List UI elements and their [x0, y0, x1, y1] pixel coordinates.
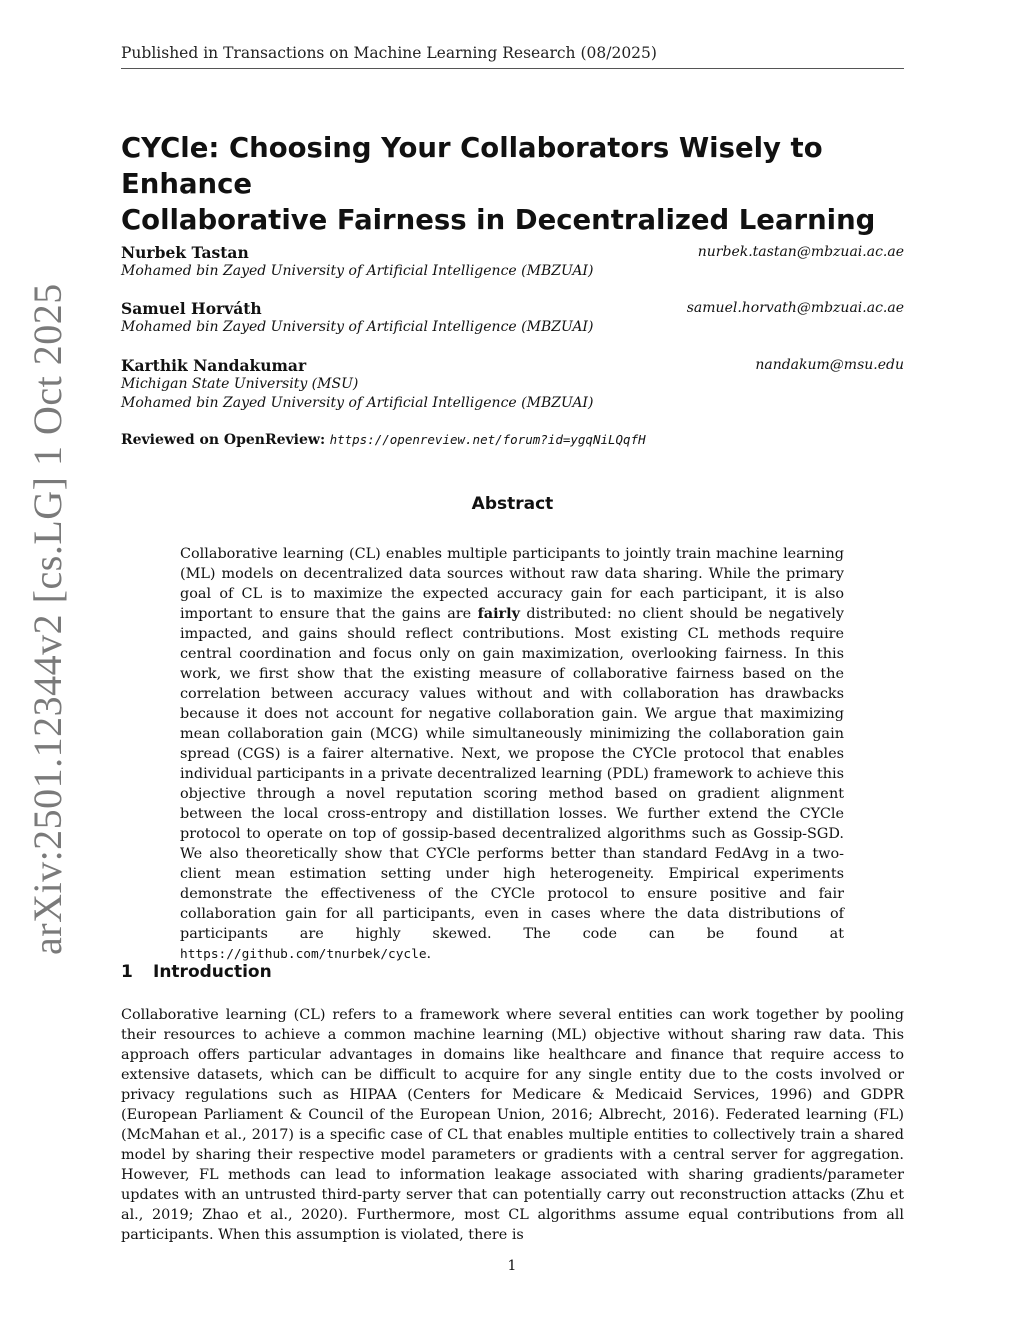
abstract-body: [180, 544, 844, 965]
review-label: Reviewed on OpenReview:: [121, 432, 326, 448]
abstract-text-2: distributed: no client should be negatively impacted, and gains should reflect contributions. Most existing CL methods require central coordination and focus only on gain maximization, overlooking fairness. In this work, we first show that the existing measure of collaborative fairness based on the correlation between accuracy values without and with collaboration has drawbacks because it does not account for negative collaboration gain. We argue that maximizing mean collaboration gain (MCG) while simultaneously minimizing the collaboration gain spread (CGS) is a fairer alternative. Next, we propose the CYCle protocol that enables individual participants in a private decentralized learning (PDL) framework to achieve this objective through a novel reputation scoring method based on gradient alignment between the local cross-entropy and distillation losses. We further extend the CYCle protocol to operate on top of gossip-based decentralized algorithms such as Gossip-SGD. We also theoretically show that CYCle performs better than standard FedAvg in a two-client mean estimation setting under high heterogeneity. Empirical experiments demonstrate the effectiveness of the CYCle protocol to ensure positive and fair collaboration gain for all participants, even in cases where the data distributions of participants are highly skewed. The code can be found at: [180, 606, 844, 942]
author-name: Nurbek Tastan: [121, 243, 249, 262]
author-email[interactable]: nurbek.tastan@mbzuai.ac.ae: [697, 244, 904, 260]
author-affiliation: Mohamed bin Zayed University of Artificial Intelligence (MBZUAI): [121, 395, 594, 411]
abstract-heading: Abstract: [471, 494, 554, 514]
author-1: [121, 243, 904, 281]
author-affiliation: Mohamed bin Zayed University of Artificial Intelligence (MBZUAI): [121, 263, 594, 279]
openreview-line: [121, 430, 646, 450]
arxiv-sidebar-stamp: arXiv:2501.12344v2 [cs.LG] 1 Oct 2025: [25, 283, 70, 955]
code-link[interactable]: https://github.com/tnurbek/cycle: [180, 947, 427, 962]
title-line-1: CYCle: Choosing Your Collaborators Wisely to Enhance: [121, 132, 823, 200]
openreview-link[interactable]: https://openreview.net/forum?id=ygqNiLQqfH: [329, 432, 646, 447]
page-number: 1: [507, 1258, 517, 1274]
abstract-bold-word: fairly: [477, 605, 520, 622]
abstract-end: .: [426, 946, 432, 962]
running-header: Published in Transactions on Machine Learning Research (08/2025): [121, 44, 904, 69]
author-affiliation: Michigan State University (MSU): [121, 376, 359, 392]
author-name: Samuel Horváth: [121, 299, 262, 318]
author-email[interactable]: samuel.horvath@mbzuai.ac.ae: [686, 300, 904, 316]
author-3: [121, 356, 904, 413]
title-line-2: Collaborative Fairness in Decentralized Learning: [121, 204, 876, 236]
abstract-text-1: Collaborative learning (CL) enables multiple participants to jointly train machine learning (ML) models on decentralized data sources without raw data sharing. While the primary goal of CL is to maximize the expected accuracy gain for each participant, it is also important to ensure that the gains are: [180, 546, 844, 622]
author-2: [121, 299, 904, 337]
section-number: 1: [121, 962, 133, 982]
author-affiliation: Mohamed bin Zayed University of Artificial Intelligence (MBZUAI): [121, 319, 594, 335]
paper-title: [121, 130, 904, 238]
author-email[interactable]: nandakum@msu.edu: [755, 357, 904, 373]
section-title-text: Introduction: [153, 962, 272, 982]
introduction-paragraph: Collaborative learning (CL) refers to a framework where several entities can work together by pooling their resources to achieve a common machine learning (ML) objective without sharing raw data. This approach offers particular advantages in domains like healthcare and finance that require access to extensive datasets, which can be difficult to acquire for any single entity due to the costs involved or privacy regulations such as HIPAA (Centers for Medicare & Medicaid Services, 1996) and GDPR (European Parliament & Council of the European Union, 2016; Albrecht, 2016). Federated learning (FL) (McMahan et al., 2017) is a specific case of CL that enables multiple entities to collectively train a shared model by sharing their respective model parameters or gradients with a central server for aggregation. However, FL methods can lead to information leakage associated with sharing gradients/parameter updates with an untrusted third-party server that can potentially carry out reconstruction attacks (Zhu et al., 2019; Zhao et al., 2020). Furthermore, most CL algorithms assume equal contributions from all participants. When this assumption is violated, there is: [121, 1007, 904, 1243]
author-name: Karthik Nandakumar: [121, 356, 307, 375]
section-heading-introduction: [121, 962, 272, 982]
